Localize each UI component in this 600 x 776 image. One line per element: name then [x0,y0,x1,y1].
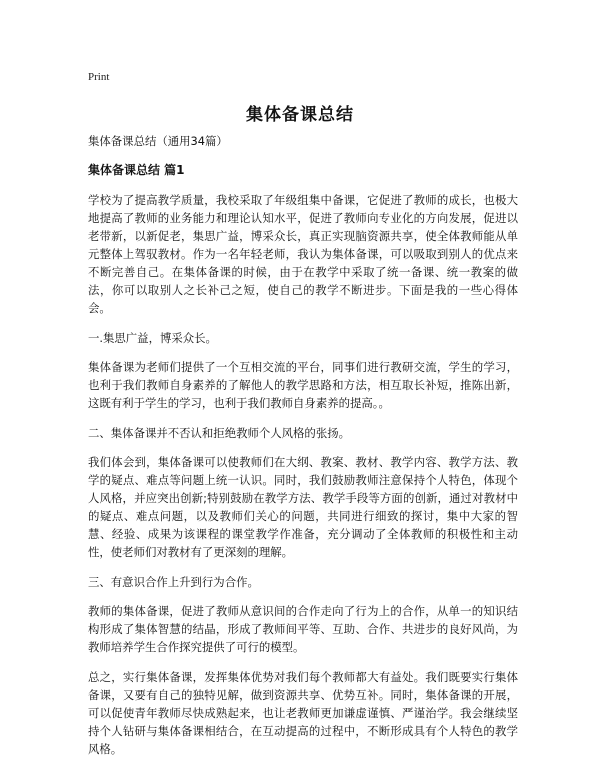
print-label: Print [88,71,110,83]
heading-point-2: 二、集体备课并不否认和拒绝教师个人风格的张扬。 [88,426,350,440]
paragraph-point-1: 集体备课为老师们提供了一个互相交流的平台，同事们进行教研交流，学生的学习，也利于我们教师自身素养的了解他人的教学思路和方法，相互取长补短，推陈出新，这既有利于学生的学习，也利于我们教师自身素养的提高。。 [88,360,518,410]
paragraph-point-3: 教师的集体备课，促进了教师从意识间的合作走向了行为上的合作，从单一的知识结构形成了集体智慧的结晶，形成了教师间平等、互助、合作、共进步的良好风尚，为教师培养学生合作探究提供了可行的模型。 [88,604,518,654]
paragraph-conclusion: 总之，实行集体备课，发挥集体优势对我们每个教师都大有益处。我们既要实行集体备课，又要有自己的独特见解，做到资源共享、优势互补。同时，集体备课的开展，可以促使青年教师尽快成熟起来，也让老教师更加谦虚谨慎、严谨治学。我会继续坚持个人钻研与集体备课相结合，在互动提高的过程中，不断形成具有个人特色的教学风格。 [88,670,518,756]
heading-point-1: 一.集思广益，博采众长。 [88,331,217,345]
document-body [88,132,518,770]
document-subtitle: 集体备课总结（通用34篇） [88,134,228,148]
paragraph-intro: 学校为了提高教学质量，我校采取了年级组集中备课，它促进了教师的成长，也极大地提高了教师的业务能力和理论认知水平，促进了教师向专业化的方向发展，促进以老带新，以新促老，集思广益，博采众长，真正实现脑资源共享，使全体教师能从单元整体上驾驭教材。作为一名年轻老师，我认为集体备课，可以吸取到别人的优点来不断完善自己。在集体备课的时候，由于在教学中采取了统一备课、统一教案的做法，你可以取别人之长补己之短，使自己的教学不断进步。下面是我的一些心得体会。 [88,193,518,315]
document-title: 集体备课总结 [246,105,354,125]
heading-point-3: 三、有意识合作上升到行为合作。 [88,575,259,589]
paragraph-point-2: 我们体会到，集体备课可以使教师们在大纲、教案、教材、教学内容、教学方法、教学的疑点、难点等问题上统一认识。同时，我们鼓励教师注意保持个人特色，体现个人风格，并应突出创新;特别鼓励在教学方法、教学手段等方面的创新，通过对教材中的疑点、难点问题，以及教师们关心的问题，共同进行细致的探讨，集中大家的智慧、经验、成果为该课程的课堂教学作准备，充分调动了全体教师的积极性和主动性，使老师们对教材有了更深刻的理解。 [88,455,518,559]
section-title: 集体备课总结 篇1 [88,163,185,177]
